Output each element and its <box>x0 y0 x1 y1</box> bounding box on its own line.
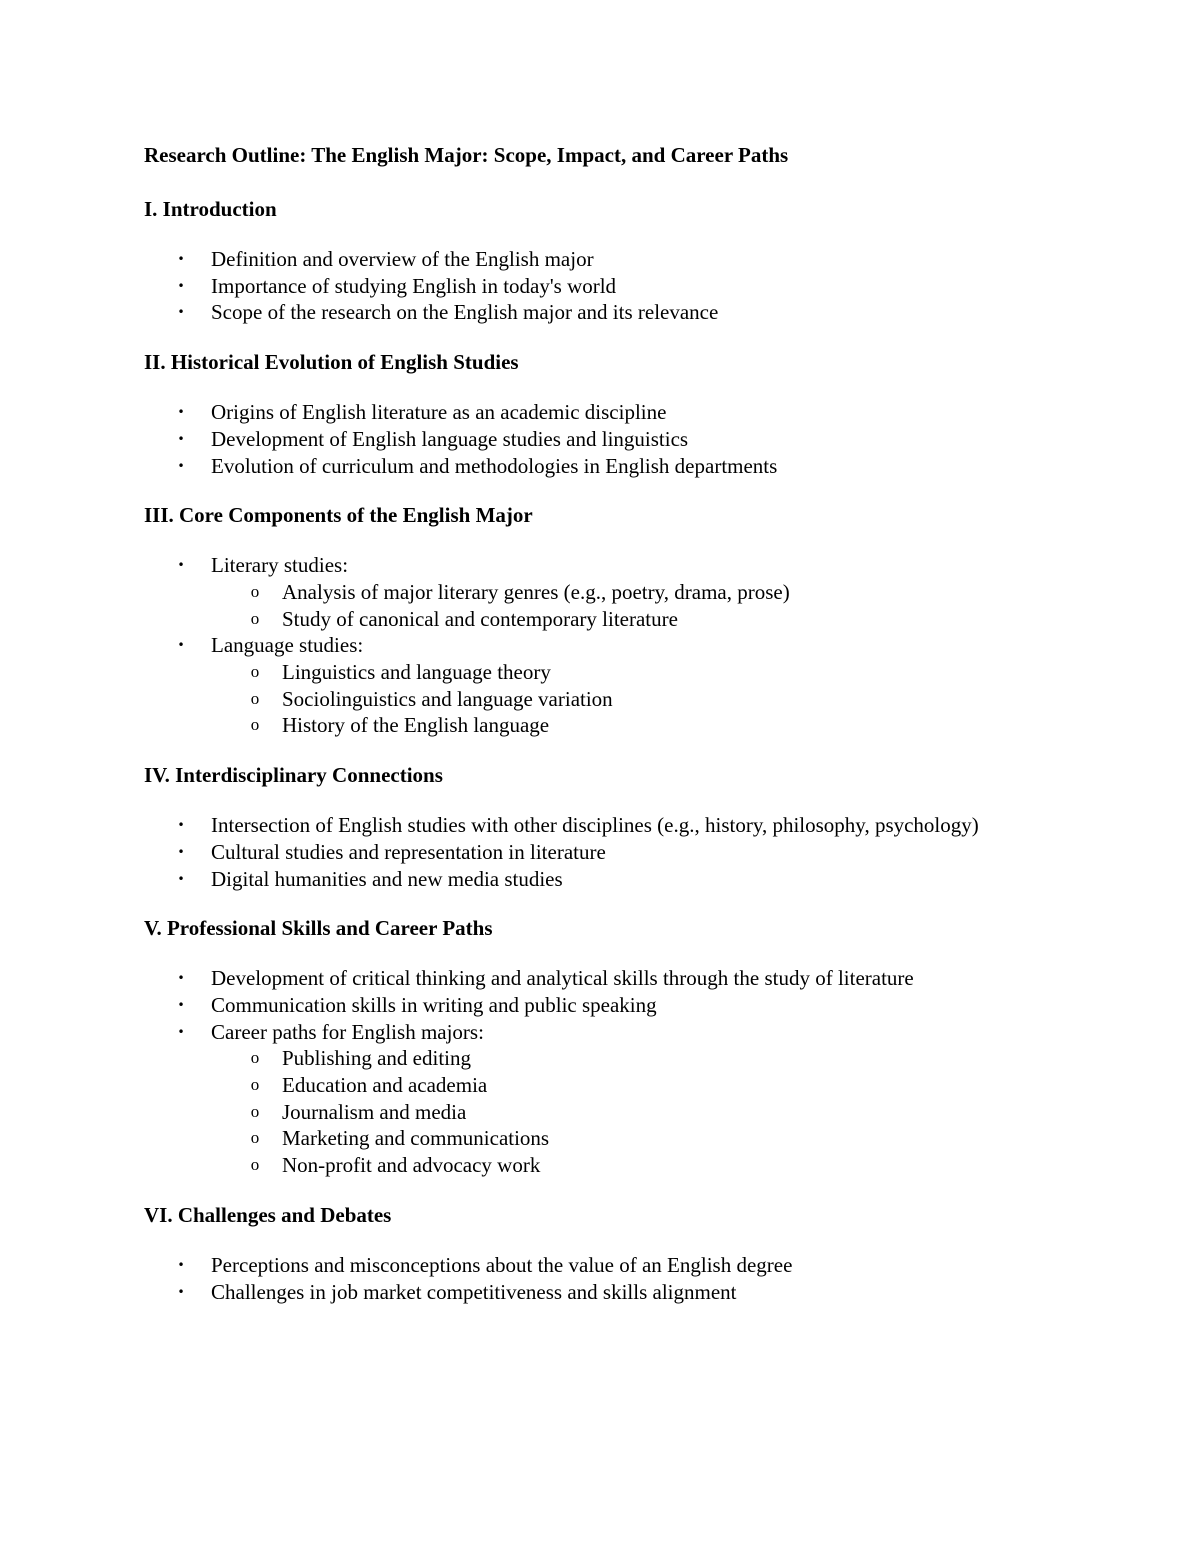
sub-list-item-text: Linguistics and language theory <box>282 660 551 685</box>
sub-list-item <box>144 1045 1064 1072</box>
sub-bullet-icon: o <box>250 1155 260 1175</box>
sub-bullet-list <box>211 1045 1064 1179</box>
list-item-text: Evolution of curriculum and methodologies in English departments <box>211 453 778 478</box>
list-item <box>144 246 1064 273</box>
sub-bullet-icon: o <box>250 608 260 628</box>
section-introduction <box>144 192 1064 326</box>
list-item <box>144 1252 1064 1279</box>
list-item <box>144 866 1064 893</box>
section-heading: VI. Challenges and Debates <box>144 1202 392 1227</box>
list-item <box>144 632 1064 739</box>
bullet-icon: • <box>177 558 185 573</box>
list-item-text: Digital humanities and new media studies <box>211 866 563 891</box>
sub-bullet-icon: o <box>250 715 260 735</box>
list-item <box>144 812 1064 839</box>
sub-bullet-list <box>211 579 1064 632</box>
list-item <box>144 1279 1064 1306</box>
bullet-icon: • <box>177 818 185 833</box>
document-title: Research Outline: The English Major: Scope, Impact, and Career Paths <box>144 143 789 167</box>
section-heading: III. Core Components of the English Major <box>144 503 533 528</box>
sub-list-item <box>144 1152 1064 1179</box>
list-item <box>144 552 1064 632</box>
sub-list-item-text: Journalism and media <box>282 1099 467 1124</box>
sub-bullet-icon: o <box>250 1101 260 1121</box>
sub-list-item <box>144 1099 1064 1126</box>
bullet-icon: • <box>177 1257 185 1272</box>
section-interdisciplinary <box>144 758 1064 892</box>
sub-list-item <box>144 579 1064 606</box>
sub-list-item-text: Publishing and editing <box>282 1046 471 1071</box>
sub-list-item-text: Study of canonical and contemporary literature <box>282 606 678 631</box>
sub-list-item-text: Analysis of major literary genres (e.g., poetry, drama, prose) <box>282 579 790 604</box>
list-item <box>144 839 1064 866</box>
list-item-text: Scope of the research on the English major and its relevance <box>211 300 719 325</box>
list-item-text: Perceptions and misconceptions about the value of an English degree <box>211 1252 793 1277</box>
sub-bullet-icon: o <box>250 1048 260 1068</box>
list-item-text: Origins of English literature as an academic discipline <box>211 400 667 425</box>
list-item-text: Literary studies: <box>211 553 349 578</box>
bullet-list <box>144 552 1064 739</box>
sub-bullet-icon: o <box>250 1075 260 1095</box>
bullet-list <box>144 246 1064 326</box>
list-item-text: Career paths for English majors: <box>211 1019 484 1044</box>
list-item <box>144 992 1064 1019</box>
sub-list-item-text: History of the English language <box>282 713 550 738</box>
bullet-icon: • <box>177 252 185 266</box>
bullet-list <box>144 399 1064 479</box>
bullet-list <box>144 1252 1064 1305</box>
list-item <box>144 965 1064 992</box>
sub-bullet-icon: o <box>250 662 260 682</box>
list-item <box>144 1019 1064 1179</box>
list-item-text: Development of critical thinking and analytical skills through the study of literature <box>211 966 914 991</box>
section-historical-evolution <box>144 345 1064 479</box>
bullet-list <box>144 812 1064 892</box>
list-item-text: Language studies: <box>211 633 364 658</box>
bullet-icon: • <box>177 844 185 859</box>
list-item-text: Definition and overview of the English major <box>211 247 594 271</box>
bullet-list <box>144 965 1064 1179</box>
list-item-text: Importance of studying English in today's world <box>211 273 617 298</box>
list-item-text: Communication skills in writing and public speaking <box>211 992 657 1017</box>
section-heading: IV. Interdisciplinary Connections <box>144 763 443 788</box>
list-item-text: Challenges in job market competitiveness and skills alignment <box>211 1279 737 1304</box>
sub-list-item <box>144 659 1064 686</box>
bullet-icon: • <box>177 305 185 320</box>
list-item-text: Cultural studies and representation in literature <box>211 839 606 864</box>
section-heading: V. Professional Skills and Career Paths <box>144 916 493 941</box>
bullet-icon: • <box>177 458 185 473</box>
bullet-icon: • <box>177 871 185 886</box>
sub-list-item <box>144 1072 1064 1099</box>
sub-bullet-icon: o <box>250 688 260 708</box>
bullet-icon: • <box>177 971 185 986</box>
sub-list-item <box>144 686 1064 713</box>
sub-bullet-icon: o <box>250 581 260 601</box>
section-heading: I. Introduction <box>144 197 277 221</box>
sub-list-item-text: Non-profit and advocacy work <box>282 1153 541 1178</box>
bullet-icon: • <box>177 1024 185 1039</box>
bullet-icon: • <box>177 431 185 446</box>
list-item <box>144 299 1064 326</box>
section-professional-skills <box>144 911 1064 1179</box>
list-item <box>144 426 1064 453</box>
sub-list-item <box>144 1125 1064 1152</box>
bullet-icon: • <box>177 405 185 420</box>
sub-bullet-icon: o <box>250 1128 260 1148</box>
list-item-text: Development of English language studies and linguistics <box>211 426 689 451</box>
section-heading: II. Historical Evolution of English Studies <box>144 350 519 375</box>
sub-list-item-text: Education and academia <box>282 1073 488 1098</box>
sub-list-item-text: Marketing and communications <box>282 1126 550 1151</box>
sub-bullet-list <box>211 659 1064 739</box>
sub-list-item-text: Sociolinguistics and language variation <box>282 686 613 711</box>
sub-list-item <box>144 606 1064 633</box>
bullet-icon: • <box>177 997 185 1012</box>
section-challenges-debates <box>144 1198 1064 1305</box>
bullet-icon: • <box>177 278 185 293</box>
list-item <box>144 453 1064 480</box>
bullet-icon: • <box>177 1284 185 1299</box>
sub-list-item <box>144 712 1064 739</box>
list-item-text: Intersection of English studies with other disciplines (e.g., history, philosophy, psychology) <box>211 813 979 838</box>
document-page <box>144 138 1064 1305</box>
list-item <box>144 399 1064 426</box>
bullet-icon: • <box>177 638 185 653</box>
section-core-components <box>144 498 1064 739</box>
list-item <box>144 273 1064 300</box>
